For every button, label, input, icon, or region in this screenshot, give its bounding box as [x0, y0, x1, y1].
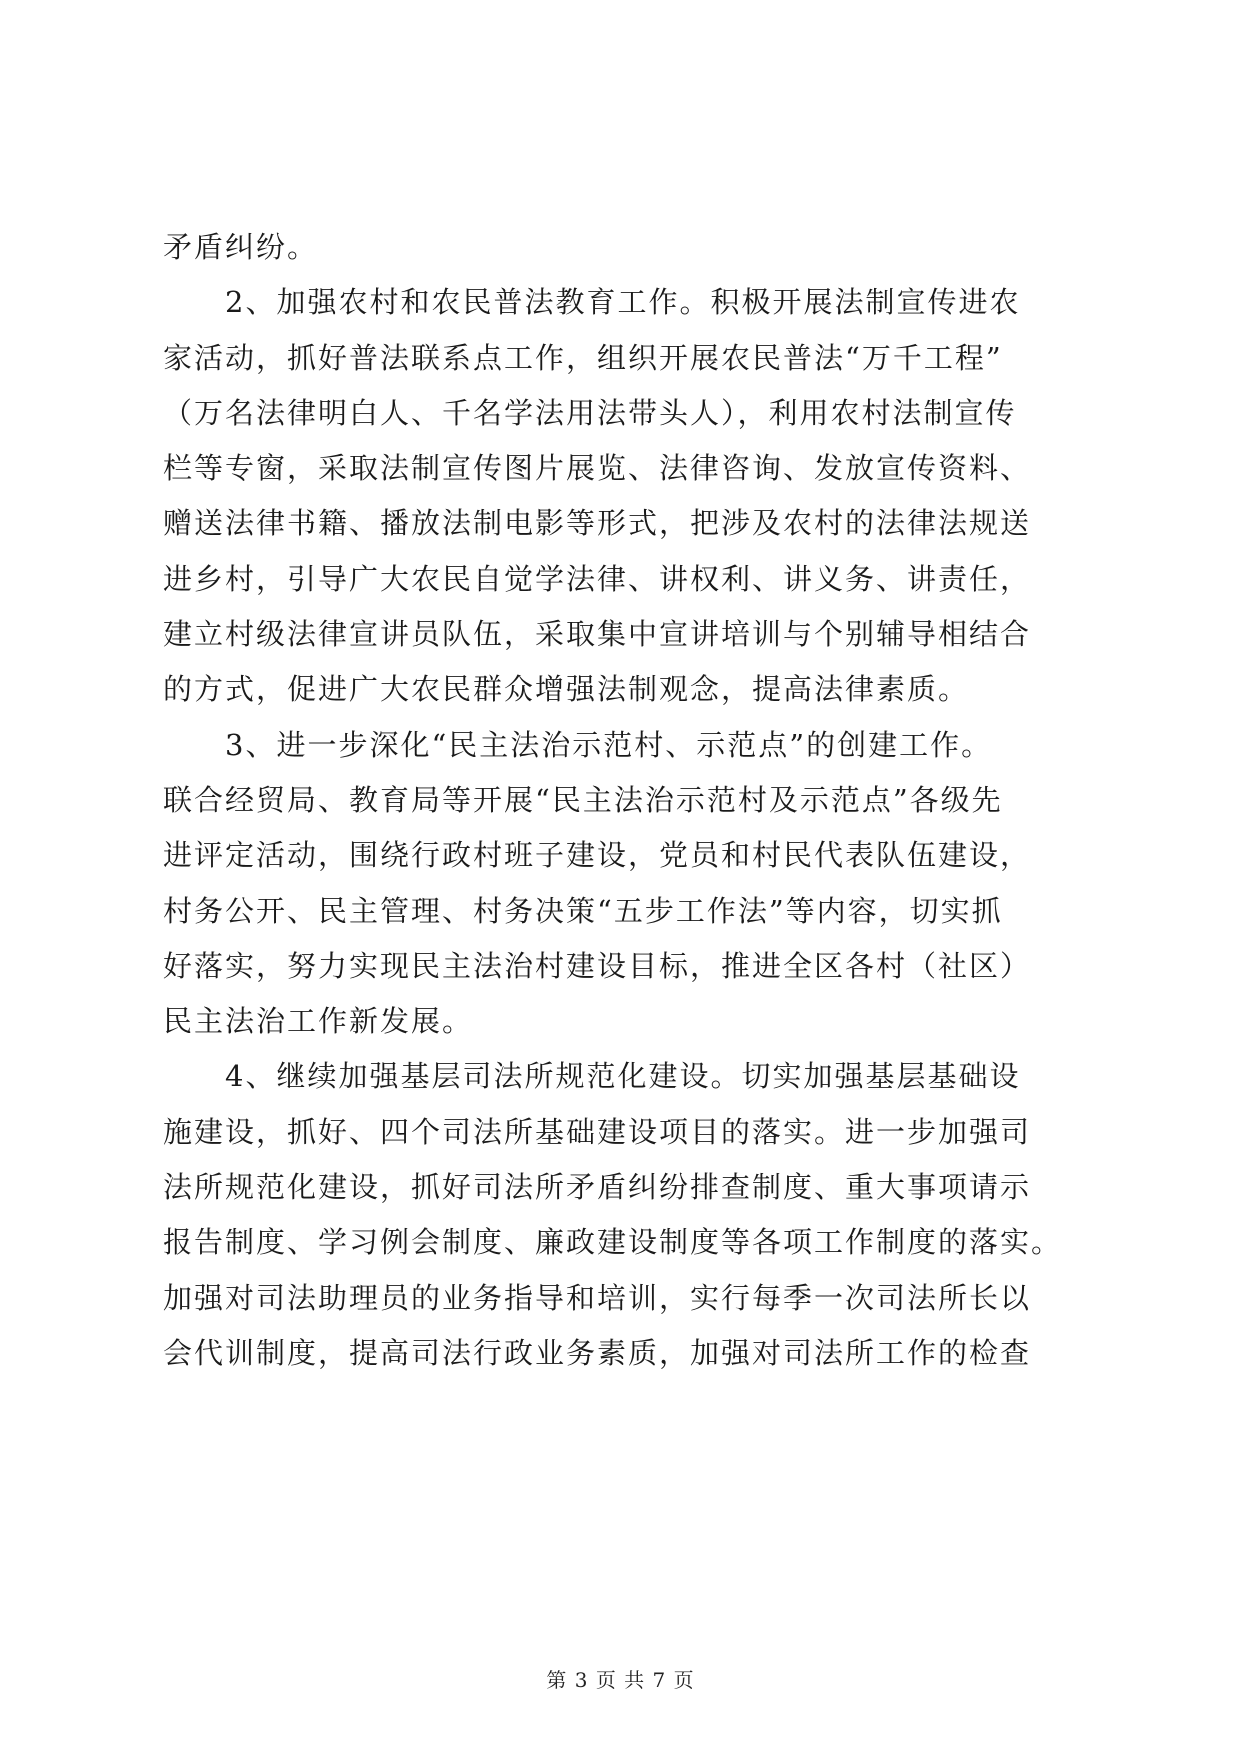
text-line: 的方式，促进广大农民群众增强法制观念，提高法律素质。 [163, 672, 970, 707]
text-line: （万名法律明白人、千名学法用法带头人），利用农村法制宣传 [163, 395, 1017, 430]
text-line: 进乡村，引导广大农民自觉学法律、讲权利、讲义务、讲责任， [163, 561, 1032, 596]
text-line: 法所规范化建设，抓好司法所矛盾纠纷排查制度、重大事项请示 [163, 1170, 1032, 1205]
text-line: 好落实，努力实现民主法治村建设目标，推进全区各村（社区） [163, 948, 1032, 983]
text-line: 赠送法律书籍、播放法制电影等形式，把涉及农村的法律法规送 [163, 506, 1032, 541]
text-line: 加强对司法助理员的业务指导和培训，实行每季一次司法所长以 [163, 1280, 1032, 1315]
text-line: 进评定活动，围绕行政村班子建设，党员和村民代表队伍建设， [163, 838, 1032, 873]
text-line: 2、加强农村和农民普法教育工作。积极开展法制宣传进农 [225, 285, 1021, 320]
text-line: 4、继续加强基层司法所规范化建设。切实加强基层基础设 [225, 1059, 1021, 1094]
text-line: 施建设，抓好、四个司法所基础建设项目的落实。进一步加强司 [163, 1114, 1032, 1149]
paragraph-item-2 [163, 275, 1083, 717]
paragraph-item-3 [163, 718, 1083, 1050]
paragraph-continuation [163, 220, 1083, 275]
document-body [163, 220, 1083, 1381]
text-line: 建立村级法律宣讲员队伍，采取集中宣讲培训与个别辅导相结合 [163, 617, 1032, 652]
text-line: 3、进一步深化“民主法治示范村、示范点”的创建工作。 [225, 727, 993, 762]
page-number-footer: 第 3 页 共 7 页 [546, 1668, 695, 1692]
text-line: 会代训制度，提高司法行政业务素质，加强对司法所工作的检查 [163, 1335, 1032, 1370]
text-line: 联合经贸局、教育局等开展“民主法治示范村及示范点”各级先 [163, 782, 1003, 817]
text-line: 家活动，抓好普法联系点工作，组织开展农民普法“万千工程” [163, 340, 1003, 375]
text-line: 报告制度、学习例会制度、廉政建设制度等各项工作制度的落实。 [163, 1225, 1063, 1260]
paragraph-item-4 [163, 1049, 1083, 1381]
text-line: 栏等专窗，采取法制宣传图片展览、法律咨询、发放宣传资料、 [163, 451, 1032, 486]
text-line: 民主法治工作新发展。 [163, 1004, 474, 1039]
text-line: 村务公开、民主管理、村务决策“五步工作法”等内容，切实抓 [163, 893, 1003, 928]
text-line: 矛盾纠纷。 [163, 230, 319, 264]
